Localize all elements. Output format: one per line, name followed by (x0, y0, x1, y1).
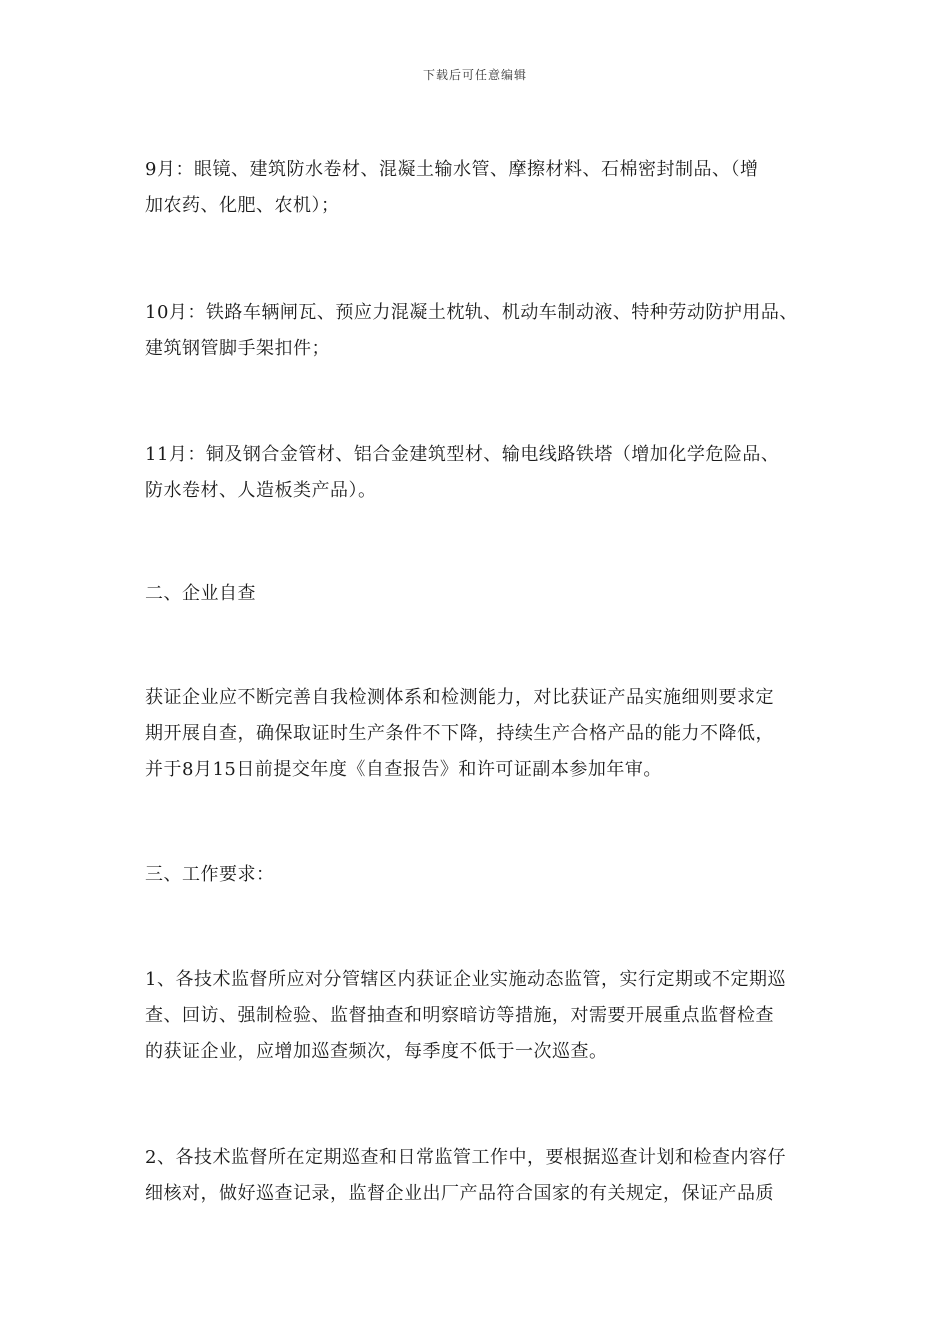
section-heading-self-inspection (145, 576, 825, 612)
paragraph-september (145, 152, 825, 224)
paragraph-self-inspection (145, 680, 825, 788)
paragraph-requirement-2 (145, 1140, 825, 1212)
text-line: 1、各技术监督所应对分管辖区内获证企业实施动态监管，实行定期或不定期巡 (145, 969, 786, 990)
text-line: 期开展自查，确保取证时生产条件不下降，持续生产合格产品的能力不降低， (145, 723, 774, 744)
text-line: 细核对，做好巡查记录，监督企业出厂产品符合国家的有关规定，保证产品质 (145, 1183, 774, 1204)
section-heading-work-requirements (145, 857, 825, 893)
text-line: 的获证企业，应增加巡查频次，每季度不低于一次巡查。 (145, 1041, 608, 1062)
text-line: 11月：铜及钢合金管材、铝合金建筑型材、输电线路铁塔（增加化学危险品、 (145, 444, 780, 465)
text-line: 9月：眼镜、建筑防水卷材、混凝土输水管、摩擦材料、石棉密封制品、（增 (145, 159, 759, 180)
paragraph-november (145, 437, 825, 509)
text-line: 2、各技术监督所在定期巡查和日常监管工作中，要根据巡查计划和检查内容仔 (145, 1147, 786, 1168)
text-line: 加农药、化肥、农机）； (145, 195, 340, 216)
text-line: 10月：铁路车辆闸瓦、预应力混凝土枕轨、机动车制动液、特种劳动防护用品、 (145, 302, 798, 323)
text-line: 获证企业应不断完善自我检测体系和检测能力，对比获证产品实施细则要求定 (145, 687, 774, 708)
heading-text: 二、企业自查 (145, 583, 256, 604)
paragraph-october (145, 295, 825, 367)
heading-text: 三、工作要求： (145, 864, 275, 885)
text-line: 建筑钢管脚手架扣件； (145, 338, 330, 359)
text-line: 防水卷材、人造板类产品）。 (145, 480, 377, 501)
paragraph-requirement-1 (145, 962, 825, 1070)
page-header: 下载后可任意编辑 (422, 68, 527, 82)
text-line: 并于8月15日前提交年度《自查报告》和许可证副本参加年审。 (145, 759, 662, 780)
text-line: 查、回访、强制检验、监督抽查和明察暗访等措施，对需要开展重点监督检查 (145, 1005, 774, 1026)
